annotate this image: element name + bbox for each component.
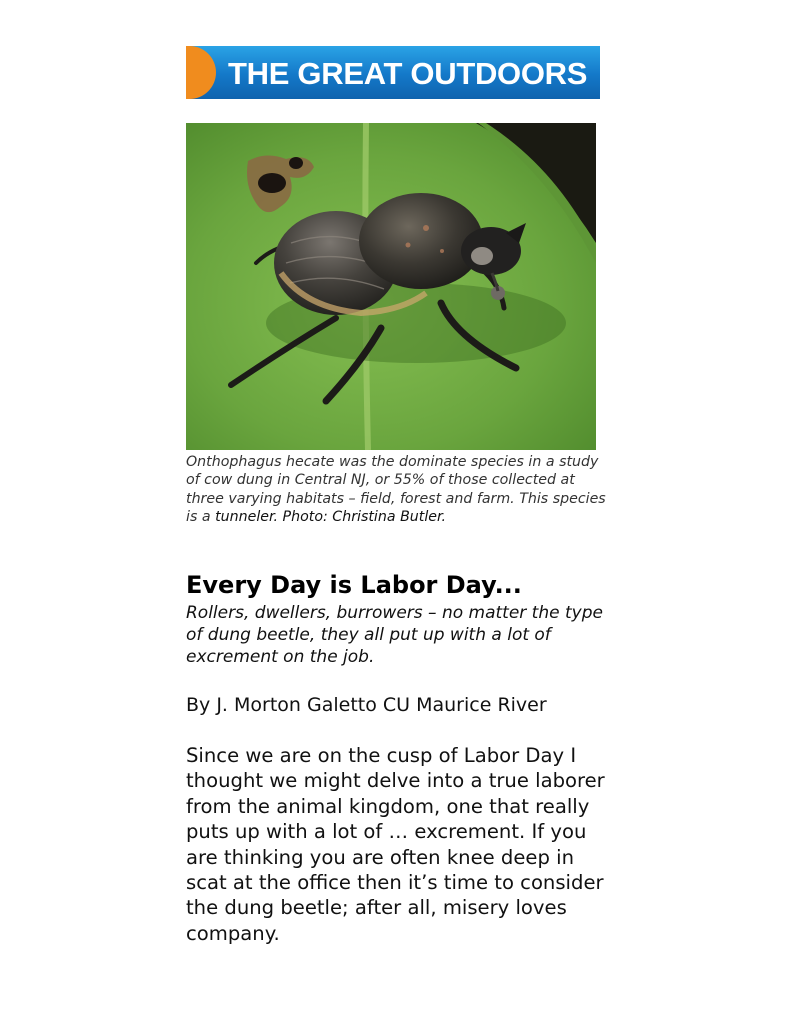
- beetle-photo: [186, 123, 596, 450]
- banner-orange-accent: [186, 46, 216, 99]
- article-subhead: Rollers, dwellers, burrowers – no matter the type of dung beetle, they all put up with a lot of excrement on the job.: [186, 603, 603, 667]
- article-headline: Every Day is Labor Day...: [186, 571, 522, 599]
- photo-caption: [186, 453, 606, 527]
- banner-title: THE GREAT OUTDOORS: [228, 56, 588, 91]
- caption-text: Onthophagus hecate was the dominate species in a study of cow dung in Central NJ, or 55% of those collected at three varying habitats – field, forest and farm. This species is a: [186, 454, 606, 526]
- caption-emphasis: tunneler. Photo: Christina Butler.: [215, 509, 447, 526]
- article-body: Since we are on the cusp of Labor Day I thought we might delve into a true laborer from the animal kingdom, one that really puts up with a lot of … excrement. If you are thinking you are often knee deep in scat at the office then it’s time to consider the dung beetle; after all, misery loves company.: [186, 744, 605, 945]
- banner: [186, 46, 600, 99]
- article-byline: By J. Morton Galetto CU Maurice River: [186, 694, 547, 716]
